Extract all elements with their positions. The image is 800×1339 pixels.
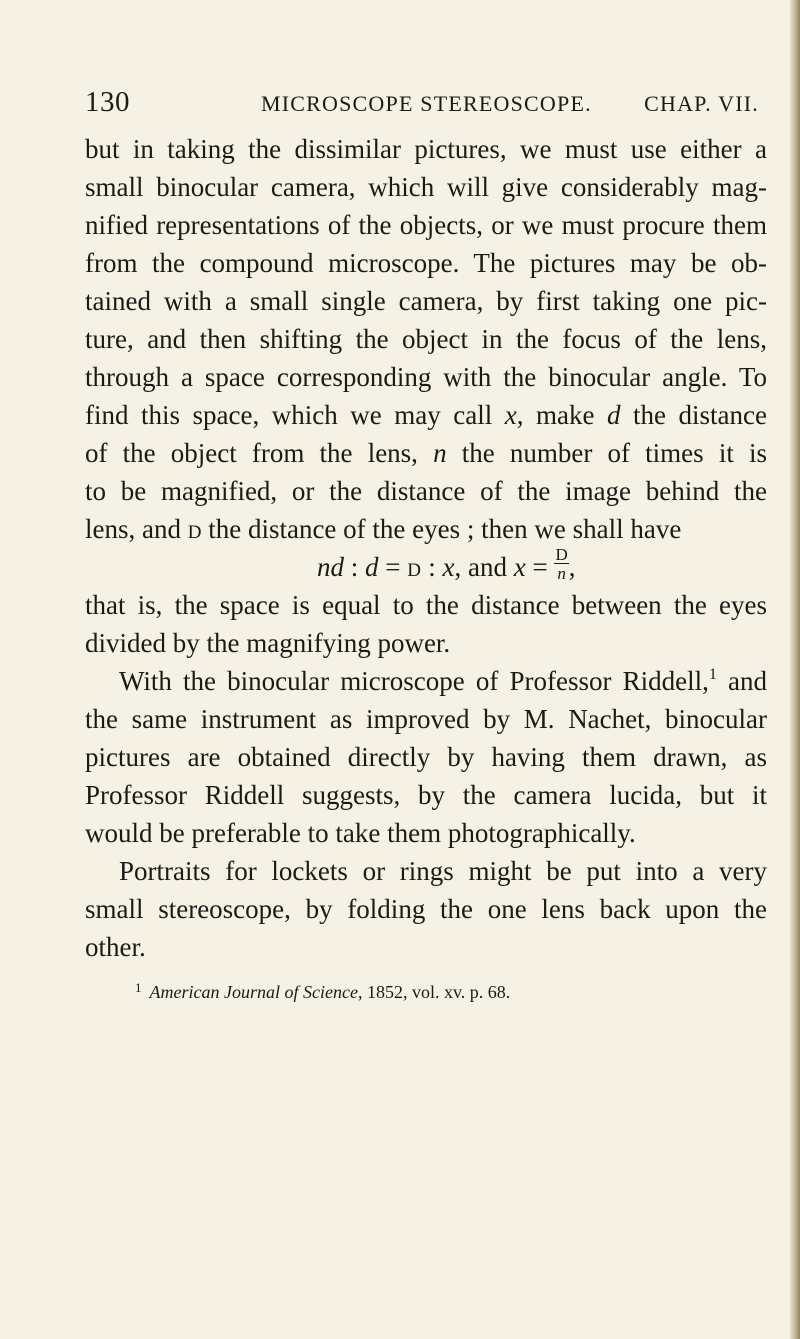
variable-d: d xyxy=(607,400,621,430)
running-title: MICROSCOPE STEREOSCOPE. xyxy=(261,91,592,116)
text-span: , make xyxy=(516,400,608,430)
text-line: tained with a small single camera, by first taking one pic- xyxy=(85,286,767,316)
text-span: find this space, which we may call xyxy=(85,400,505,430)
page-edge xyxy=(790,0,800,1339)
text-line xyxy=(85,510,767,548)
text-span: the distance of the eyes ; then we shall have xyxy=(201,514,682,544)
text-span: the number of times it is xyxy=(446,438,767,468)
text-line: to be magnified, or the distance of the image behind the xyxy=(85,476,767,506)
body-text xyxy=(85,130,767,966)
fraction-numerator: D xyxy=(555,544,568,564)
formula-op: , and xyxy=(454,552,514,582)
formula-term: nd xyxy=(317,552,344,582)
text-line: ture, and then shifting the object in the focus of the lens, xyxy=(85,324,767,354)
text-line: would be preferable to take them photographically. xyxy=(85,818,636,848)
text-line: that is, the space is equal to the distance between the eyes xyxy=(85,590,767,620)
text-line: nified representations of the objects, or we must procure them xyxy=(85,210,767,240)
text-span: of the object from the lens, xyxy=(85,438,434,468)
variable-n: n xyxy=(433,438,447,468)
formula-term: x xyxy=(442,552,455,582)
formula-op: = xyxy=(378,552,408,582)
text-line: pictures are obtained directly by having them drawn, as xyxy=(85,742,767,772)
footnote-journal: American Journal of Science xyxy=(149,982,358,1002)
formula-term: d xyxy=(365,552,379,582)
footnote-reference: 1 xyxy=(708,666,717,683)
fraction xyxy=(554,546,568,582)
formula-op: : xyxy=(421,552,443,582)
text-line: but in taking the dissimilar pictures, we must use either a xyxy=(85,134,767,164)
running-header xyxy=(85,78,767,122)
formula-term: D xyxy=(407,560,422,581)
text-line: through a space corresponding with the binocular angle. To xyxy=(85,362,767,392)
book-page xyxy=(85,78,767,1003)
text-span: lens, and xyxy=(85,514,188,544)
footnote xyxy=(85,980,767,1003)
formula-op: = xyxy=(525,552,555,582)
text-span: the distance xyxy=(620,400,767,430)
formula-op: : xyxy=(344,552,366,582)
formula-op: , xyxy=(568,552,576,582)
text-line: small stereoscope, by folding the one lens back upon the xyxy=(85,894,767,924)
chapter-label: CHAP. VII. xyxy=(644,91,759,116)
text-line: Portraits for lockets or rings might be put into a very xyxy=(119,856,767,886)
page-number: 130 xyxy=(85,86,130,118)
text-line: small binocular camera, which will give considerably mag- xyxy=(85,172,767,202)
text-line: Professor Riddell suggests, by the camera lucida, but it xyxy=(85,780,767,810)
footnote-mark: 1 xyxy=(135,980,142,995)
formula-term: x xyxy=(513,552,526,582)
text-line xyxy=(85,396,767,434)
variable-x: x xyxy=(504,400,517,430)
fraction-denominator: n xyxy=(557,563,566,583)
footnote-details: , 1852, vol. xv. p. 68. xyxy=(357,982,511,1002)
equation xyxy=(85,544,767,586)
text-line: from the compound microscope. The pictures may be ob- xyxy=(85,248,767,278)
variable-D: D xyxy=(187,522,202,543)
text-span: With the binocular microscope of Professor Riddell, xyxy=(119,666,709,696)
text-line xyxy=(85,662,767,700)
text-line xyxy=(85,434,767,472)
text-line: the same instrument as improved by M. Nachet, binocular xyxy=(85,704,767,734)
text-line: other. xyxy=(85,932,146,962)
text-line: divided by the magnifying power. xyxy=(85,628,451,658)
text-span: and xyxy=(716,666,767,696)
